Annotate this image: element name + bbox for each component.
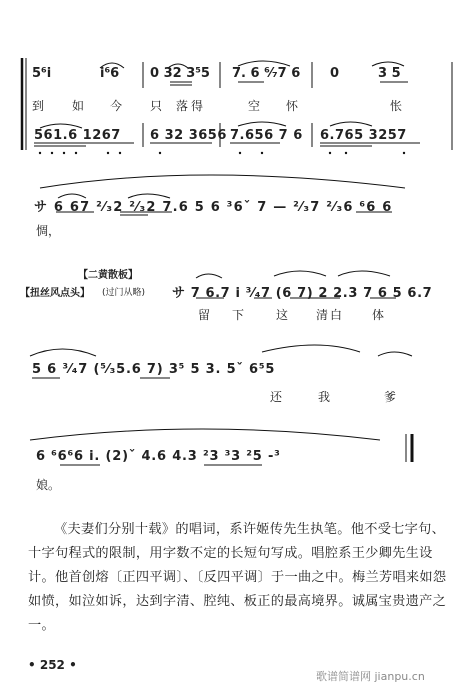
s5-notes: 6 ⁶6⁶6 i. (2)ˇ 4.6 4.3 ²3 ³3 ²5 -³ (36, 449, 281, 464)
s4-lyric-3: 爹 (384, 390, 397, 404)
s1-top-3: 0 32 3⁵5 (150, 66, 210, 81)
s1-lyric-5: 落得 (176, 99, 207, 113)
s3-lyric-1: 留 (198, 308, 211, 322)
s1-top-6: 3 5 (378, 66, 401, 81)
s3-header-label: 【扭丝风点头】 (20, 288, 90, 299)
s3-lyric-3: 这 (276, 308, 289, 322)
s1-top-2: i⁶6 (100, 66, 120, 81)
s3-lyric-2: 下 (232, 308, 245, 322)
s4-lyric-2: 我 (318, 390, 331, 404)
s1-bottom-4: 6.765 3257 (320, 128, 407, 143)
s1-lyric-3: 今 (110, 99, 123, 113)
s2-lyric: 惆， (36, 224, 61, 238)
s4-lyric-1: 还 (270, 390, 283, 404)
s1-lyric-1: 到 (32, 99, 45, 113)
s3-header-boxed: 【二黄散板】 (78, 270, 138, 281)
watermark: 歌谱简谱网 jianpu.cn (316, 670, 425, 683)
page-number: • 252 • (28, 658, 77, 672)
s1-top-1: 5⁶i (32, 66, 52, 81)
s1-top-4: 7. 6 ⁶⁄₇7 6 (232, 66, 301, 81)
s1-bottom-3: 7.656 7 6 (230, 128, 303, 143)
s5-lyric: 娘。 (36, 478, 61, 492)
s1-bottom-2: 6 32 3656 (150, 128, 227, 143)
s1-lyric-6: 空 (248, 99, 261, 113)
s1-lyric-8: 怅 (390, 99, 403, 113)
s1-lyric-4: 只 (150, 99, 163, 113)
s3-lyric-5: 体 (372, 308, 385, 322)
s2-notes: サ 6 67 ²⁄₃2 ²⁄₃2 7.6 5 6 ³6ˇ 7 — ²⁄₃7 ²⁄₃6 ⁶6 6 (34, 200, 393, 215)
s4-notes: 5 6 ³⁄₄7 (⁵⁄₃5.6 7) 3⁵ 5 3. 5ˇ 6⁵5 (32, 362, 276, 377)
s1-lyric-7: 怀 (286, 99, 299, 113)
s1-bottom-1: 561.6 1267 (34, 128, 121, 143)
s3-notes: サ 7 6.7 i ³⁄₄7 (6 7) 2 2.3 7 6 5 6.7 (172, 286, 433, 301)
s3-lyric-4: 清白 (316, 308, 345, 322)
s1-lyric-2: 如 (72, 99, 85, 113)
s1-top-5: 0 (330, 66, 340, 81)
commentary-paragraph: 《夫妻们分别十载》的唱词，系许姬传先生执笔。他不受七字句、十字句程式的限制，用字数不定的长短句写成。唱腔系王少卿先生设计。他首创熔〔正四平调〕、〔反四平调〕于一曲之中。梅兰芳唱来如怨如愤，如泣如诉，达到字清、腔纯、板正的最高境界。诚属宝贵遗产之一。 (28, 522, 447, 633)
s3-header-paren: (过门从略) (102, 288, 146, 298)
